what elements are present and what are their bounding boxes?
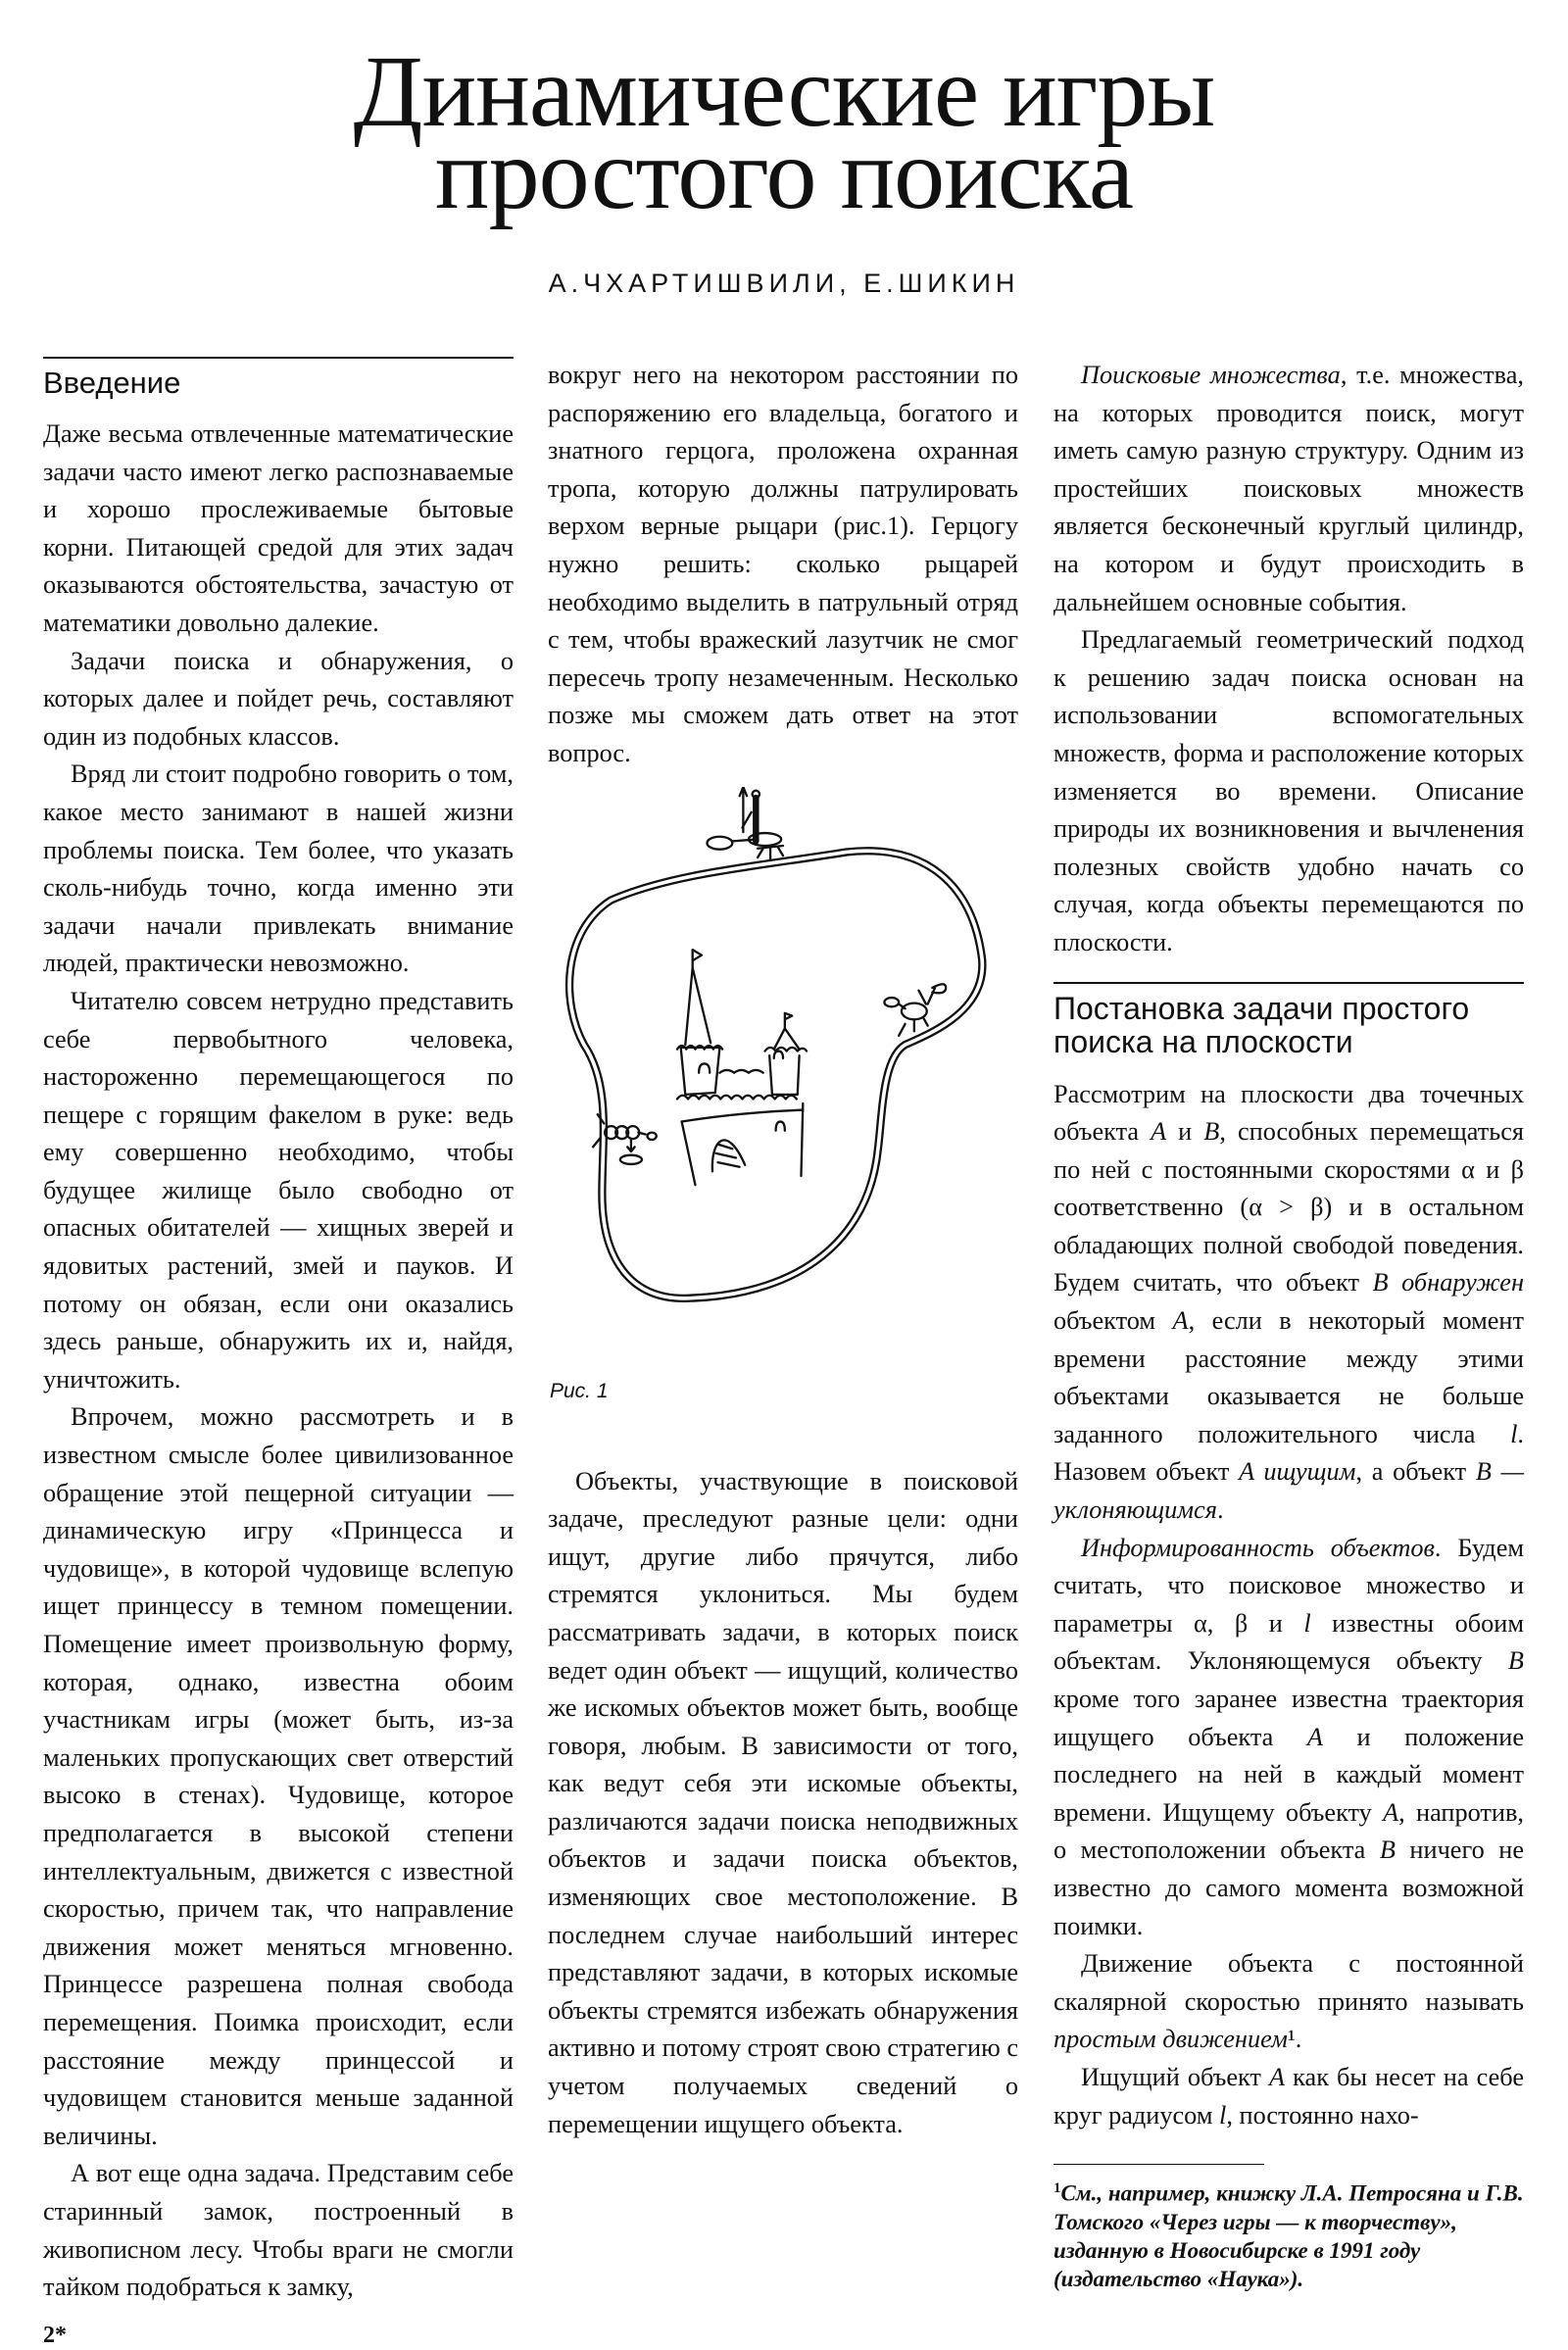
- footnote-rule: [1054, 2164, 1264, 2165]
- text-run: , способных перемещаться по ней с постоянными скоростями α и β соответственно (α > β) и в остальном обладающих полной свободой поведения. Будем считать, что объект: [1054, 1117, 1524, 1297]
- text-run: , напротив, о местоположении объекта: [1054, 1797, 1524, 1865]
- italic-text-run: Информированность объектов: [1081, 1533, 1435, 1562]
- paragraph: [43, 983, 514, 1399]
- section-heading-intro: Введение: [43, 366, 181, 400]
- section-rule: [43, 357, 514, 359]
- text-run: и: [1166, 1117, 1204, 1147]
- italic-text-run: B обнаружен: [1372, 1268, 1524, 1297]
- column-2-top: [548, 357, 1018, 773]
- section-heading-setup: Постановка задачи простого поиска на плоскости: [1054, 990, 1470, 1059]
- text-run: Движение объекта с постоянной скалярной скоростью принято называть: [1054, 1949, 1524, 2016]
- paragraph: [1054, 1945, 1524, 2059]
- text-run: Рассмотрим на плоскости два точечных объекта: [1054, 1079, 1524, 1147]
- article-header: [0, 0, 1568, 300]
- column-1-wrapper: [43, 357, 514, 2350]
- text-run: . Будем считать, что поисковое множество и параметры α, β и: [1054, 1533, 1525, 1638]
- article-title-line-2: простого поиска: [434, 118, 1134, 230]
- text-run: , а объект: [1355, 1457, 1476, 1487]
- italic-text-run: B: [1507, 1646, 1524, 1676]
- italic-text-run: l: [1510, 1419, 1518, 1448]
- section-rule: [1054, 982, 1524, 984]
- footnote-text: См., например, книжку Л.А. Петросяна и Г.В. Томского «Через игры — к творчеству», изданную в Новосибирске в 1991 году (издательство «Наука»).: [1054, 2180, 1524, 2291]
- italic-text-run: A: [1383, 1797, 1399, 1827]
- footnote-marker: 1: [1054, 2180, 1061, 2197]
- text-run: как бы несет на себе круг радиусом: [1054, 2062, 1524, 2130]
- text-run: Даже весьма отвлеченные математические задачи часто имеют легко распознаваемые и хорошо прослеживаемые бытовые корни. Питающей средой для этих задач оказываются обстоятельства, зачастую от математики довольно далекие.: [43, 419, 514, 637]
- text-run: объектом: [1054, 1306, 1173, 1336]
- italic-text-run: l: [1219, 2100, 1227, 2130]
- figure-castle-patrol-path: [548, 787, 1018, 1375]
- paragraph: [1054, 357, 1524, 621]
- text-run: . Назовем объект: [1054, 1419, 1524, 1487]
- column-2-bottom: [548, 1463, 1018, 2144]
- text-run: Предлагаемый геометрический подход к решению задач поиска основан на использовании вспомогательных множеств, форма и расположение которых изменяется во времени. Описание природы их возникновения и вычленения полезных свойств удобно начать со случая, когда объекты перемещаются по плоскости.: [1054, 625, 1524, 956]
- text-run: .: [1216, 1495, 1224, 1525]
- text-run: , постоянно нахо-: [1226, 2100, 1419, 2130]
- article-body: [0, 357, 1568, 2350]
- paragraph: [43, 2155, 514, 2306]
- text-run: вокруг него на некотором расстоянии по распоряжению его владельца, богатого и знатного герцога, проложена охранная тропа, которую должны патрулировать верхом верные рыцари (рис.1). Герцогу нужно решить: сколько рыцарей необходимо выделить в патрульный отряд с тем, чтобы вражеский лазутчик не смог пересечь тропу незамеченным. Несколько позже мы сможем дать ответ на этот вопрос.: [548, 361, 1018, 767]
- text-run: Объекты, участвующие в поисковой задаче, преследуют разные цели: одни ищут, другие либо прячутся, либо стремятся уклониться. Мы будем рассматривать задачи, в которых поиск ведет один объект — ищущий, количество же искомых объектов может быть, вообще говоря, любым. В зависимости от того, как ведут себя эти искомые объекты, различаются задачи поиска неподвижных объектов и задачи поиска объектов, изменяющих свое местоположение. В последнем случае наибольший интерес представляют задачи, в которых искомые объекты стремятся избежать обнаружения активно и потому строят свою стратегию с учетом получаемых сведений о перемещении ищущего объекта.: [548, 1466, 1018, 2138]
- text-run: , если в некоторый момент времени расстояние между этими объектами оказывается не больше заданного положительного числа: [1054, 1306, 1524, 1448]
- text-run: А вот еще одна задача. Представим себе старинный замок, построенный в живописном лесу. Чтобы враги не смогли тайком подобраться к замку,: [43, 2159, 514, 2302]
- paragraph: [43, 1398, 514, 2155]
- text-run: , т.е. множества, на которых проводится поиск, могут иметь самую разную структуру. Одним из простейших поисковых множеств является бесконечный круглый цилиндр, на котором и будут происходить в дальнейшем основные события.: [1054, 361, 1524, 616]
- italic-text-run: простым движением: [1054, 2025, 1288, 2054]
- column-1: [43, 416, 514, 2307]
- text-run: Задачи поиска и обнаружения, о которых далее и пойдет речь, составляют один из подобных классов.: [43, 646, 514, 751]
- text-run: Вряд ли стоит подробно говорить о том, какое место занимают в нашей жизни проблемы поиска. Тем более, что указать сколь-нибудь точно, когда именно эти задачи начали привлекать внимание людей, практически невозможно.: [43, 759, 514, 978]
- column-3-bottom: [1054, 1076, 1524, 2135]
- paragraph: [1054, 1076, 1524, 1530]
- text-run: известны обоим объектам. Уклоняющемуся объекту: [1054, 1608, 1524, 1676]
- figure-caption: Рис. 1: [550, 1379, 609, 1402]
- italic-text-run: A: [1151, 1117, 1167, 1147]
- text-run: и положение последнего на ней в каждый момент времени. Ищущему объекту: [1054, 1722, 1524, 1827]
- paragraph: [43, 643, 514, 757]
- italic-text-run: A: [1306, 1722, 1323, 1751]
- italic-text-run: B: [1379, 1836, 1396, 1865]
- authors: А.ЧХАРТИШВИЛИ, Е.ШИКИН: [548, 269, 1020, 298]
- paragraph: [1054, 621, 1524, 961]
- column-3-top: [1054, 357, 1524, 962]
- italic-text-run: A: [1269, 2062, 1286, 2091]
- page-number: 2*: [43, 2322, 67, 2348]
- text-run: Ищущий объект: [1081, 2062, 1269, 2091]
- article-title-line-1: Динамические игры: [353, 35, 1215, 148]
- paragraph: [43, 416, 514, 643]
- paragraph: [548, 357, 1018, 773]
- italic-text-run: l: [1303, 1608, 1311, 1638]
- text-run: кроме того заранее известна траектория ищущего объекта: [1054, 1685, 1524, 1751]
- footnote: [1054, 2175, 1524, 2293]
- paragraph: [548, 1463, 1018, 2144]
- castle-drawing: [677, 950, 807, 1185]
- text-run: ¹.: [1287, 2025, 1302, 2054]
- patrol-path: [569, 851, 982, 1298]
- italic-text-run: A: [1172, 1306, 1189, 1336]
- column-3-wrapper: [1054, 357, 1524, 2293]
- text-run: ничего не известно до самого момента возможной поимки.: [1054, 1836, 1524, 1940]
- italic-text-run: A ищущим: [1239, 1457, 1356, 1487]
- paragraph: [1054, 2059, 1524, 2134]
- italic-text-run: B: [1203, 1117, 1220, 1147]
- paragraph: [43, 756, 514, 983]
- italic-text-run: B — уклоняющимся: [1054, 1457, 1524, 1525]
- italic-text-run: Поисковые множества: [1081, 361, 1341, 389]
- paragraph: [1054, 1530, 1524, 1946]
- column-2-wrapper: [548, 357, 1018, 2143]
- text-run: Читателю совсем нетрудно представить себе первобытного человека, настороженно перемещающегося по пещере с горящим факелом в руке: ведь ему совершенно необходимо, чтобы будущее жилище было свободно от опасных обитателей — хищных зверей и ядовитых растений, змей и пауков. И потому он обязан, если они оказались здесь раньше, обнаружить их и, найдя, уничтожить.: [43, 986, 514, 1394]
- text-run: Впрочем, можно рассмотреть и в известном смысле более цивилизованное обращение этой пещерной ситуации — динамическую игру «Принцесса и чудовище», в которой чудовище вслепую ищет принцессу в темном помещении. Помещение имеет произвольную форму, которая, однако, известна обоим участникам игры (может быть, из-за маленьких пропускающих свет отверстий высоко в стенах). Чудовище, которое предполагается в высокой степени интеллектуальным, движется с известной скоростью, причем так, что направление движения может меняться мгновенно. Принцессе разрешена полная свобода перемещения. Поимка происходит, если расстояние между принцессой и чудовищем становится меньше заданной величины.: [43, 1402, 514, 2150]
- knight-top-icon: [707, 787, 783, 859]
